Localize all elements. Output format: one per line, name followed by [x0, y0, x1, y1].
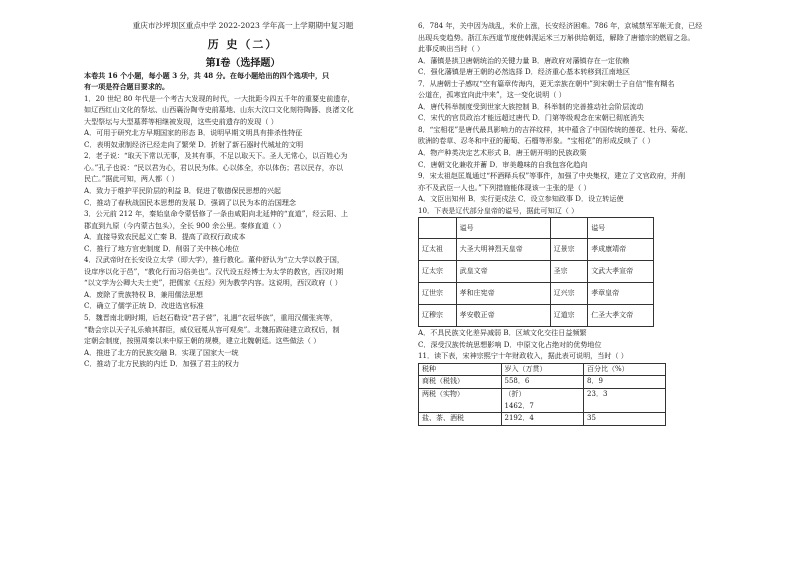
table-cell: 35: [584, 413, 666, 426]
question-line: 3．公元前 212 年，秦始皇命令蒙恬修了一条由咸阳向北延伸的“直道”，经云阳、上: [84, 209, 348, 219]
question-line: C．唐朝文化兼收并蓄 D．审美趣味的自我包容化趋向: [418, 159, 588, 169]
question-line: “以文学为公卿大夫士吏”，把儒家《五经》列为教学内容。这说明，西汉政府（ ）: [84, 278, 342, 288]
question-line: 6．784 年，关中因为战乱，米价上涨，长安经济困难。786 年，京城禁军军帐无食，已经: [418, 21, 703, 30]
table-header-cell: 谥号: [456, 218, 550, 239]
question-line: 郡直到九原（今内蒙古包头），全长 900 余公里。秦修直道（ ）: [84, 220, 286, 230]
table-row: [419, 305, 654, 327]
question-line: C．确立了儒学正统 D．改进选官标准: [84, 301, 204, 311]
question-line: 11．读下表，宋神宗熙宁十年财政收入，据此表可说明，当时（ ）: [418, 351, 628, 361]
table-row: [419, 413, 666, 426]
question-line: 大型祭坛与大型墓葬等相继被发现，这些史前遗存的发现（ ）: [84, 116, 278, 126]
table-cell: 辽太宗: [419, 261, 457, 283]
table-cell: 孝章皇帝: [588, 283, 654, 305]
table-cell: 辽穆宗: [419, 305, 457, 327]
question-line: A．可用于研究北方早期国家的形态 B．说明早期文明具有排杀性特征: [84, 128, 303, 138]
table-cell: 孝成康靖帝: [588, 239, 654, 261]
table-header-cell: 谥号: [588, 218, 654, 239]
left-question-block: [84, 93, 402, 370]
table-row: [419, 389, 666, 413]
question-line: 2．老子说：“取天下常以无事，及其有事，不足以取天下。圣人无常心，以百姓心为: [84, 151, 348, 161]
question-line: A．推进了北方的民族交融 B．实现了国家大一统: [84, 347, 239, 357]
table-header-cell: 百分比（%）: [584, 363, 666, 376]
table-cell: 孝安敬正帝: [456, 305, 550, 327]
table-cell: 文武大孝宣帝: [588, 261, 654, 283]
question-line: 1．20 世纪 80 年代是一个考古大发现的时代，一大批距今四五千年的重要史前遗存，: [84, 93, 355, 103]
table-row: [419, 239, 654, 261]
right-question-block: [418, 20, 736, 216]
instruction-line: 有一项是符合题目要求的。: [84, 82, 170, 92]
question-line: C．推动了春秋战国民本思想的发展 D．强调了以民为本的治国理念: [84, 197, 296, 207]
right-column: [418, 20, 736, 426]
question-line: 7．从唐朝士子感叹“空有篇章传海内，更无亲族在朝中”到宋朝士子自信“惟有糊名: [418, 78, 675, 88]
table-cell: 大圣大明神烈天皇帝: [456, 239, 550, 261]
question-line: 公道在，孤寒宜向此中来”，这一变化说明（ ）: [418, 90, 566, 100]
table-cell: 武皇文帝: [456, 261, 550, 283]
table-header-cell: 税种: [419, 363, 502, 376]
question-line: C．宋代的官员政治才能远超过唐代 D．门第等级观念在宋朝已彻底消失: [418, 113, 645, 123]
table-cell: 辽景宗: [550, 239, 588, 261]
question-line: A．不具民族文化差异减弱 B．区域文化交往日益频繁: [418, 328, 587, 338]
question-line: C．强化藩镇是唐王朝的必然选择 D．经济重心基本转移到江南地区: [418, 67, 630, 77]
question-line: A．藩镇是拱卫唐朝统治的关键力量 B．唐政府对藩镇存在一定依赖: [418, 55, 630, 65]
table-cell: 仁圣大孝文帝: [588, 305, 654, 327]
question-line: A．直接导致农民起义亡秦 B．提高了政权行政成本: [84, 232, 246, 242]
table-cell: 两税（实物）: [419, 389, 502, 413]
table-header-row: [419, 363, 666, 376]
table-header-cell: [550, 218, 588, 239]
table-row: [419, 283, 654, 305]
question-line: 出现兵变趋势。浙江东西道节度使韩滉运米三万斛供给朝廷，解除了唐德宗的燃眉之急。: [418, 32, 695, 42]
question-line: A．文臣出知州 B．实行更戍法 C．设立参知政事 D．设立转运使: [418, 194, 624, 204]
question-line: A．废除了贵族特权 B．兼用儒法思想: [84, 289, 203, 299]
question-line: C．深受汉族传统思想影响 D．中原文化占绝对的优势地位: [418, 339, 602, 349]
question-line: 8．“宝相花”是唐代最具影响力的吉祥纹样，其中蕴含了中国传统的莲花、牡丹、菊花、: [418, 124, 693, 134]
table-cell: 558．6: [501, 376, 584, 389]
question-line: A．致力于维护平民阶层的利益 B．促进了敬德保民思想的兴起: [84, 186, 282, 196]
question-line: 如辽西红山文化的祭坛、山西襄汾陶寺史前墓地、山东大汶口文化刻符陶器、良渚文化: [84, 105, 354, 115]
question-line: 心。”孔子也说：“民以君为心，君以民为体。心以体全，亦以体伤；君以民存，亦以: [84, 162, 344, 172]
question-line: C．推动了北方民族的内迁 D．加强了君主的权力: [84, 359, 240, 369]
table-cell: 盐、茶、酒税: [419, 413, 502, 426]
question-line: C．表明奴隶制经济已经走向了繁荣 D．折射了新石器时代城址的文明: [84, 139, 304, 149]
question-line: 民亡。”据此可知，两人都（ ）: [84, 174, 179, 184]
question-line: C．推行了地方官吏制度 D．削弱了关中核心地位: [84, 243, 240, 253]
table-cell: 2192．4: [501, 413, 584, 426]
table-header-cell: 岁入（万贯）: [501, 363, 584, 376]
exam-title: 重庆市沙坪坝区重点中学 2022-2023 学年高一上学期期中复习题: [132, 21, 354, 30]
table-cell: 8．9: [584, 376, 666, 389]
table-row: [419, 261, 654, 283]
table-cell: 圣宗: [550, 261, 588, 283]
table-cell: 孝和庄宪帝: [456, 283, 550, 305]
section-heading: 第Ⅰ卷（选择题）: [205, 57, 281, 69]
emperor-title-table: [418, 217, 654, 327]
table-cell: 商税（税钱）: [419, 376, 502, 389]
tax-revenue-table: [418, 363, 666, 426]
question-line: 欧洲的卷草、忍冬和中亚的葡萄、石榴等形象。“宝相花”的形成反映了（ ）: [418, 136, 655, 146]
table-row: [419, 376, 666, 389]
table-cell: （折） 1462．7: [501, 389, 584, 413]
question-line: A．物产种类决定艺术形式 B．唐王朝开明的民族政策: [418, 148, 587, 158]
table-cell: 辽道宗: [550, 305, 588, 327]
instruction-line: 本卷共 16 个小题，每小题 3 分，共 48 分。在每小题给出的四个选项中，只: [84, 70, 330, 80]
question-line: 此事反映出当时（ ）: [418, 44, 485, 54]
left-column: [84, 20, 402, 370]
table-cell: 23．3: [584, 389, 666, 413]
question-line: 4．汉武帝时在长安设立太学（即大学），推行教化。董仲舒认为“立大学以教于国，: [84, 255, 344, 265]
question-line: 亦不及武臣一人也。”下列措施能体现该一主张的是（ ）: [418, 182, 591, 192]
table-header-cell: [419, 218, 457, 239]
question-line: 5．魏晋南北朝时期，后赵石勒设“君子营”，礼遇“衣冠华族”，重用汉儒张宾等，: [84, 313, 338, 323]
question-line: 设庠序以化于邑”，“教化行而习俗美也”。汉代设五经博士为太学的教官，西汉时期: [84, 266, 344, 276]
right-question-block-2: [418, 327, 736, 362]
table-header-row: [419, 218, 654, 239]
subject-heading: 历 史（二）: [207, 37, 279, 51]
table-cell: 辽太祖: [419, 239, 457, 261]
question-line: A．唐代科举制度受到世家大族控制 B．科举制的完善推动社会阶层流动: [418, 101, 644, 111]
table-cell: 辽兴宗: [550, 283, 588, 305]
question-line: “勒会宗以天子礼乐飨其群臣，威仪冠冕从容可观矣”。北魏拓跋硅建立政权后，制: [84, 324, 340, 334]
question-line: 10．下表是辽代部分皇帝的谥号，据此可知辽（ ）: [418, 205, 579, 215]
table-cell: 辽世宗: [419, 283, 457, 305]
question-line: 9．宋太祖赵匡胤通过“杯酒释兵权”等事件，加强了中央集权，建立了文官政府，并削: [418, 171, 686, 181]
question-line: 定朝会制度，按照周秦以来中原王朝的规模，建立北魏朝廷。这些做法（ ）: [84, 336, 321, 346]
